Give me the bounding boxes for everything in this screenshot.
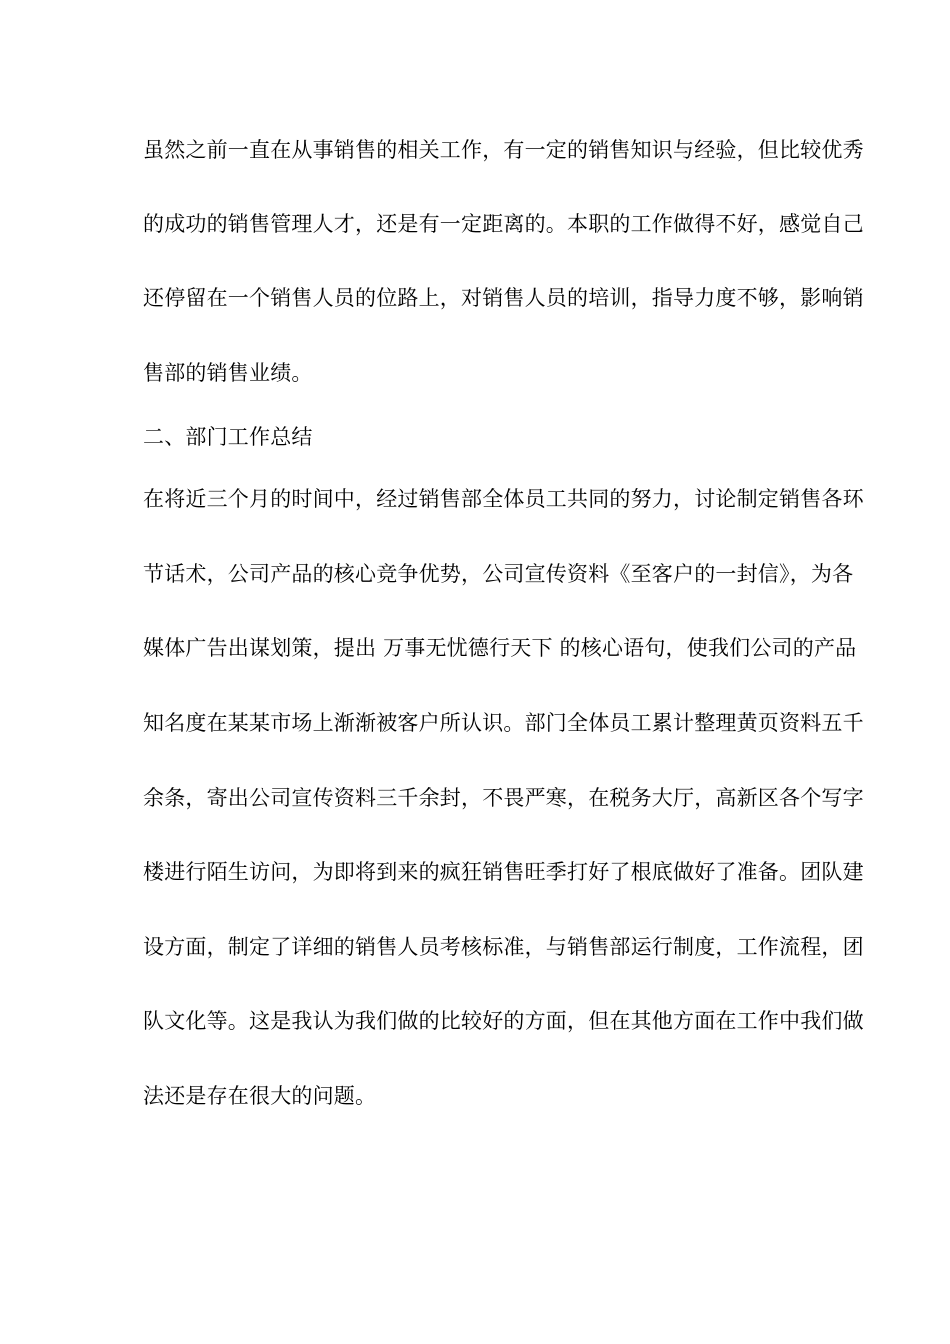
paragraph1-line-2: 的成功的销售管理人才，还是有一定距离的。本职的工作做得不好，感觉自己	[143, 212, 864, 236]
paragraph2-line-7: 设方面，制定了详细的销售人员考核标准，与销售部运行制度，工作流程，团	[143, 935, 864, 959]
paragraph2-line-9: 法还是存在很大的问题。	[143, 1084, 377, 1108]
paragraph2-line-4: 知名度在某某市场上渐渐被客户所认识。部门全体员工累计整理黄页资料五千	[143, 711, 864, 735]
paragraph2-line-1: 在将近三个月的时间中，经过销售部全体员工共同的努力，讨论制定销售各环	[143, 487, 864, 511]
paragraph2-line-6: 楼进行陌生访问，为即将到来的疯狂销售旺季打好了根底做好了准备。团队建	[143, 860, 864, 884]
paragraph2-line-3: 媒体广告出谋划策，提出 万事无忧德行天下 的核心语句，使我们公司的产品	[143, 636, 857, 660]
paragraph2-line-2: 节话术，公司产品的核心竞争优势，公司宣传资料《至客户的一封信》，为各	[143, 562, 854, 586]
paragraph2-line-5: 余条，寄出公司宣传资料三千余封，不畏严寒，在税务大厅，高新区各个写字	[143, 786, 864, 810]
paragraph2-line-8: 队文化等。这是我认为我们做的比较好的方面，但在其他方面在工作中我们做	[143, 1009, 864, 1033]
paragraph1-line-1: 虽然之前一直在从事销售的相关工作，有一定的销售知识与经验，但比较优秀	[143, 138, 864, 162]
paragraph1-line-3: 还停留在一个销售人员的位路上，对销售人员的培训，指导力度不够，影响销	[143, 286, 864, 310]
paragraph1-line-4: 售部的销售业绩。	[143, 361, 313, 385]
section-heading: 二、部门工作总结	[143, 425, 313, 449]
